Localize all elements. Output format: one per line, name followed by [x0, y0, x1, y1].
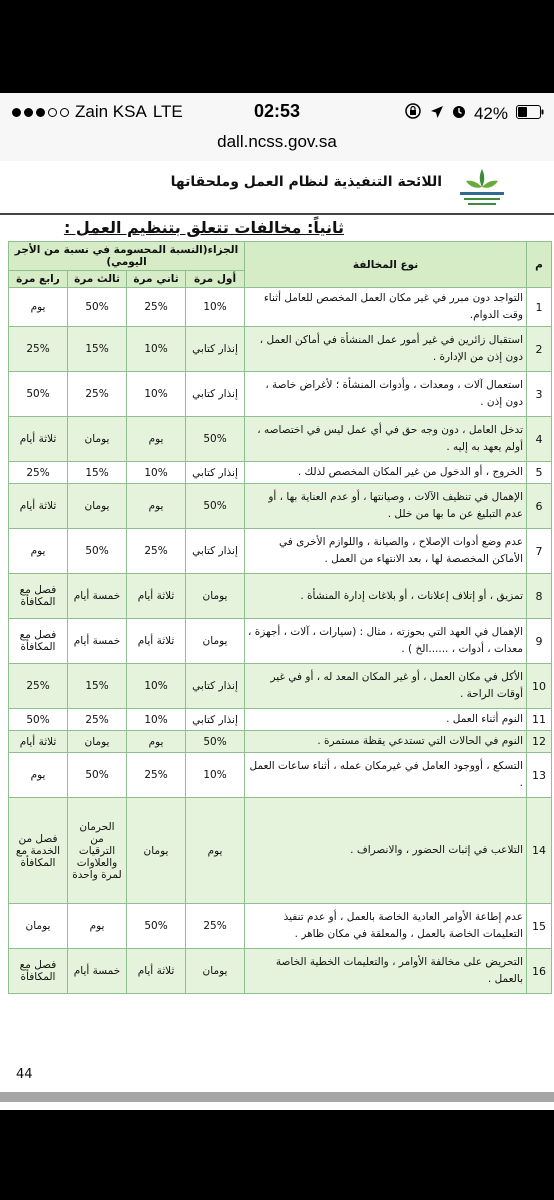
penalty-first: 50%: [186, 731, 245, 753]
table-row: [9, 731, 552, 753]
row-number: 7: [527, 529, 552, 574]
penalty-fourth: 50%: [9, 709, 68, 731]
violations-table: [8, 241, 552, 994]
row-number: 12: [527, 731, 552, 753]
penalty-fourth: 50%: [9, 372, 68, 417]
col-fourth: رابع مرة: [9, 271, 68, 288]
row-number: 5: [527, 462, 552, 484]
document-header: [0, 161, 554, 215]
battery-percent: 42%: [473, 103, 508, 123]
penalty-fourth: فصل مع المكافأة: [9, 949, 68, 994]
penalty-fourth: يوم: [9, 529, 68, 574]
penalty-first: 10%: [186, 288, 245, 327]
penalty-second: ثلاثة أيام: [127, 574, 186, 619]
col-first: أول مرة: [186, 271, 245, 288]
penalty-second: 10%: [127, 664, 186, 709]
phone-screen: [0, 93, 554, 1110]
battery-icon: [516, 104, 544, 124]
page-number: 44: [16, 1067, 33, 1082]
penalty-third: 50%: [68, 529, 127, 574]
col-second: ثاني مرة: [127, 271, 186, 288]
table-row: [9, 327, 552, 372]
penalty-first: يومان: [186, 949, 245, 994]
penalty-fourth: يوم: [9, 753, 68, 798]
table-row: [9, 372, 552, 417]
penalty-third: يومان: [68, 484, 127, 529]
status-icons: [404, 102, 544, 125]
penalty-fourth: يوم: [9, 288, 68, 327]
penalty-second: 10%: [127, 462, 186, 484]
page-bottom-bar: [0, 1092, 554, 1102]
network-type: LTE: [152, 102, 183, 121]
document-title: اللائحة التنفيذية لنظام العمل وملحقاتها: [170, 174, 442, 190]
table-row: [9, 288, 552, 327]
penalty-first: إنذار كتابي: [186, 664, 245, 709]
penalty-first: 50%: [186, 484, 245, 529]
violation-text: عدم وضع أدوات الإصلاح ، والصيانة ، واللوازم الأخرى في الأماكن المخصصة لها ، بعد الانتهاء من العمل .: [245, 529, 527, 574]
penalty-first: إنذار كتابي: [186, 529, 245, 574]
penalty-first: 50%: [186, 417, 245, 462]
col-third: ثالث مرة: [68, 271, 127, 288]
penalty-third: 15%: [68, 327, 127, 372]
penalty-second: يومان: [127, 798, 186, 904]
penalty-first: إنذار كتابي: [186, 709, 245, 731]
penalty-second: ثلاثة أيام: [127, 619, 186, 664]
penalty-first: إنذار كتابي: [186, 372, 245, 417]
penalty-second: يوم: [127, 484, 186, 529]
document-page: [0, 161, 554, 1110]
violation-text: استعمال آلات ، ومعدات ، وأدوات المنشأة ؛ لأغراض خاصة ، دون إذن .: [245, 372, 527, 417]
penalty-third: 25%: [68, 709, 127, 731]
violation-text: التلاعب في إثبات الحضور ، والانصراف .: [245, 798, 527, 904]
penalty-third: يومان: [68, 731, 127, 753]
penalty-fourth: 25%: [9, 664, 68, 709]
penalty-third: الحرمان من الترقيات والعلاوات لمرة واحدة: [68, 798, 127, 904]
violation-text: الأكل في مكان العمل ، أو غير المكان المعد له ، أو في غير أوقات الراحة .: [245, 664, 527, 709]
violation-text: النوم أثناء العمل .: [245, 709, 527, 731]
violation-text: الإهمال في العهد التي بحوزته ، مثال : (سيارات ، آلات ، أجهزة ، معدات ، أدوات ، ......الخ ) .: [245, 619, 527, 664]
penalty-second: يوم: [127, 731, 186, 753]
table-row: [9, 529, 552, 574]
violation-text: عدم إطاعة الأوامر العادية الخاصة بالعمل ، أو عدم تنفيذ التعليمات الخاصة بالعمل ، والمعلقة في مكان ظاهر .: [245, 904, 527, 949]
violation-text: التسكع ، أووجود العامل في غيرمكان عمله ، أثناء ساعات العمل .: [245, 753, 527, 798]
row-number: 16: [527, 949, 552, 994]
penalty-second: 10%: [127, 327, 186, 372]
violation-text: الخروج ، أو الدخول من غير المكان المخصص لذلك .: [245, 462, 527, 484]
penalty-second: يوم: [127, 417, 186, 462]
penalty-third: 50%: [68, 288, 127, 327]
penalty-second: 25%: [127, 529, 186, 574]
violation-text: التحريض على مخالفة الأوامر ، والتعليمات الخطية الخاصة بالعمل .: [245, 949, 527, 994]
penalty-third: 25%: [68, 372, 127, 417]
col-number: م: [527, 242, 552, 288]
penalty-third: 15%: [68, 462, 127, 484]
penalty-fourth: فصل من الخدمة مع المكافأة: [9, 798, 68, 904]
penalty-second: 10%: [127, 372, 186, 417]
violation-text: تمزيق ، أو إتلاف إعلانات ، أو بلاغات إدارة المنشأة .: [245, 574, 527, 619]
table-row: [9, 709, 552, 731]
table-row: [9, 417, 552, 462]
violation-text: النوم في الحالات التي تستدعي يقظة مستمرة .: [245, 731, 527, 753]
violation-text: استقبال زائرين في غير أمور عمل المنشأة في أماكن العمل ، دون إذن من الإدارة .: [245, 327, 527, 372]
penalty-second: 25%: [127, 288, 186, 327]
table-row: [9, 574, 552, 619]
penalty-fourth: يومان: [9, 904, 68, 949]
penalty-third: 15%: [68, 664, 127, 709]
url-bar[interactable]: dall.ncss.gov.sa: [0, 131, 554, 161]
penalty-first: 10%: [186, 753, 245, 798]
penalty-fourth: 25%: [9, 462, 68, 484]
penalty-first: يوم: [186, 798, 245, 904]
ministry-logo: [452, 165, 512, 209]
penalty-fourth: ثلاثة أيام: [9, 417, 68, 462]
row-number: 8: [527, 574, 552, 619]
penalty-first: يومان: [186, 574, 245, 619]
table-row: [9, 664, 552, 709]
row-number: 9: [527, 619, 552, 664]
table-row: [9, 904, 552, 949]
table-row: [9, 949, 552, 994]
row-number: 3: [527, 372, 552, 417]
violation-text: تدخل العامل ، دون وجه حق في أي عمل ليس في اختصاصه ، أولم يعهد به إليه .: [245, 417, 527, 462]
col-penalty-group: الجزاء(النسبة المحسومة في نسبة من الأجر اليومي): [9, 242, 245, 271]
table-row: [9, 619, 552, 664]
penalty-third: يومان: [68, 417, 127, 462]
penalty-first: يومان: [186, 619, 245, 664]
penalty-third: خمسة أيام: [68, 574, 127, 619]
penalty-second: 50%: [127, 904, 186, 949]
row-number: 11: [527, 709, 552, 731]
location-icon: [430, 104, 444, 124]
status-bar: [0, 93, 554, 131]
row-number: 4: [527, 417, 552, 462]
rotation-lock-icon: [404, 102, 422, 125]
row-number: 10: [527, 664, 552, 709]
penalty-third: خمسة أيام: [68, 619, 127, 664]
row-number: 14: [527, 798, 552, 904]
penalty-fourth: فصل مع المكافأة: [9, 619, 68, 664]
clock: 02:53: [253, 101, 301, 121]
table-row: [9, 798, 552, 904]
penalty-second: ثلاثة أيام: [127, 949, 186, 994]
penalty-third: يوم: [68, 904, 127, 949]
penalty-second: 10%: [127, 709, 186, 731]
penalty-fourth: 25%: [9, 327, 68, 372]
table-row: [9, 462, 552, 484]
section-title: ثانياً: مخالفات تتعلق بتنظيم العمل :: [63, 218, 344, 237]
penalty-fourth: ثلاثة أيام: [9, 731, 68, 753]
table-body: [9, 288, 552, 994]
row-number: 1: [527, 288, 552, 327]
penalty-first: 25%: [186, 904, 245, 949]
table-row: [9, 484, 552, 529]
table-row: [9, 753, 552, 798]
penalty-first: إنذار كتابي: [186, 327, 245, 372]
row-number: 15: [527, 904, 552, 949]
penalty-third: خمسة أيام: [68, 949, 127, 994]
penalty-fourth: ثلاثة أيام: [9, 484, 68, 529]
penalty-first: إنذار كتابي: [186, 462, 245, 484]
violation-text: الإهمال في تنظيف الآلات ، وصيانتها ، أو عدم العناية بها ، أو عدم التبليغ عن ما بها من خلل .: [245, 484, 527, 529]
alarm-icon: [452, 104, 466, 124]
penalty-fourth: فصل مع المكافأة: [9, 574, 68, 619]
row-number: 13: [527, 753, 552, 798]
row-number: 2: [527, 327, 552, 372]
penalty-third: 50%: [68, 753, 127, 798]
carrier-name: Zain KSA: [75, 102, 147, 121]
penalty-second: 25%: [127, 753, 186, 798]
violation-text: التواجد دون مبرر في غير مكان العمل المخصص للعامل أثناء وقت الدوام.: [245, 288, 527, 327]
col-violation: نوع المخالفة: [245, 242, 527, 288]
row-number: 6: [527, 484, 552, 529]
